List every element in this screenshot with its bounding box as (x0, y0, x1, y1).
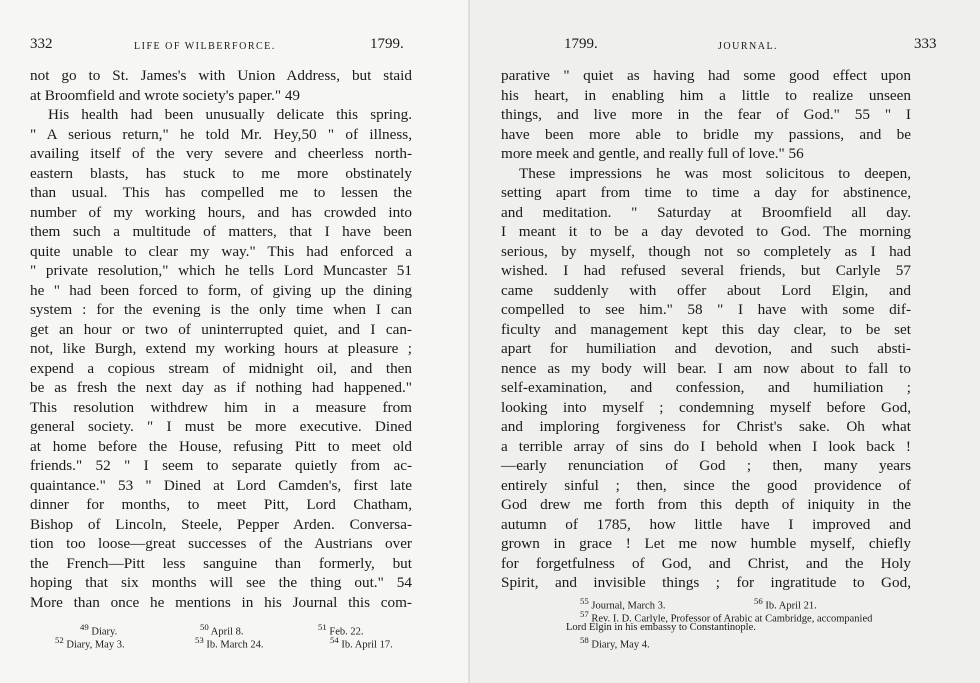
text-line: nence as my body will bear. I am now about to fall to (501, 359, 911, 377)
text-line: came suddenly with offer about Lord Elgin, and (501, 281, 911, 299)
text-line: This resolution withdrew him in a measure from (30, 398, 412, 416)
text-line: a terrible array of sins do I behold when I look back ! (501, 437, 911, 455)
text-line: not, like Burgh, extend my working hours at pleasure ; (30, 340, 412, 357)
text-line: eastern blasts, has stuck to me more obstinately (30, 164, 412, 182)
footnote: $^{58}$ Diary, May 4. (580, 635, 650, 651)
text-line: —early renunciation of God ; then, many years (501, 457, 911, 474)
text-line: " private resolution," which he tells Lord Muncaster 51 (30, 262, 412, 279)
text-line: self-examination, and confession, and humiliation ; (501, 379, 911, 396)
running-head: JOURNAL. (718, 41, 779, 52)
left-page (0, 0, 470, 683)
text-line: not go to St. James's with Union Address, but staid (30, 67, 412, 84)
text-line: ficulty and management kept this day clear, to be set (501, 320, 911, 338)
text-line: These impressions he was most solicitous to deepen, (519, 164, 911, 182)
right-page (470, 0, 980, 683)
text-line: have been more able to bridle my passions, and be (501, 125, 911, 143)
text-line: " A serious return," he told Mr. Hey,50 " of illness, (30, 125, 412, 143)
text-line: at Broomfield and wrote society's paper." 49 (30, 86, 301, 104)
text-line: autumn of 1785, how little have I improved and (501, 515, 911, 533)
text-line: for forgetfulness of God, and Christ, and the Holy (501, 554, 911, 572)
year-heading: 1799. (370, 36, 404, 52)
footnote: $^{52}$ Diary, May 3. (55, 635, 125, 651)
footnote: $^{49}$ Diary. (80, 622, 118, 638)
footnote: Lord Elgin in his embassy to Constantinople. (566, 622, 756, 633)
text-line: be as fresh the next day as if nothing had happened." (30, 379, 412, 396)
text-line: his heart, in enabling him a little to realize unseen (501, 86, 911, 104)
footnote: $^{53}$ Ib. March 24. (195, 635, 264, 651)
text-line: God drew me forth from this depth of iniquity in the (501, 496, 911, 513)
text-line: number of my working hours, and has crowded into (30, 203, 412, 221)
text-line: apart for humiliation and devotion, and such absti- (501, 340, 911, 357)
text-line: dinner for months, to meet Pitt, Lord Chatham, (30, 496, 412, 513)
text-line: at home before the House, refusing Pitt to meet old (30, 437, 412, 455)
text-line: get an hour or two of uninterrupted quiet, and I can- (30, 320, 412, 338)
running-head: LIFE OF WILBERFORCE. (134, 41, 276, 52)
text-line: His health had been unusually delicate this spring. (48, 106, 412, 123)
text-line: them such a multitude of matters, that I have been (30, 223, 412, 240)
text-line: more meek and gentle, and really full of love." 56 (501, 145, 804, 162)
text-line: and imploring forgiveness for Christ's sake. Oh what (501, 418, 911, 435)
text-line: friends." 52 " I seem to separate quietly from ac- (30, 457, 412, 474)
text-line: I meant it to be a day devoted to God. The morning (501, 223, 911, 240)
footnote: $^{55}$ Journal, March 3. (580, 596, 666, 612)
text-line: quite unable to clear my way." This had enforced a (30, 242, 412, 260)
footnote: $^{56}$ Ib. April 21. (754, 596, 817, 612)
text-line: the French—Pitt less sanguine than formerly, but (30, 554, 412, 572)
footnote: $^{50}$ April 8. (200, 622, 244, 638)
body-text (30, 66, 412, 612)
text-line: than usual. This has compelled me to lessen the (30, 184, 412, 201)
text-line: general society. " I must be more executive. Dined (30, 418, 412, 435)
page-number: 333 (914, 36, 937, 52)
text-line: More than once he mentions in his Journal this com- (30, 593, 412, 611)
text-line: compelled to see him." 58 " I have with some dif- (501, 301, 911, 318)
text-line: serious, by myself, though not so completely as I had (501, 242, 911, 260)
text-line: quaintance." 53 " Dined at Lord Camden's, first late (30, 476, 412, 494)
text-line: Bishop of Lincoln, Steele, Pepper Arden. Conversa- (30, 515, 412, 533)
text-line: and meditation. " Saturday at Broomfield all day. (501, 203, 911, 221)
text-line: wished. I had refused several friends, but Carlyle 57 (501, 262, 911, 279)
footnote: $^{54}$ Ib. April 17. (330, 635, 393, 651)
year-heading: 1799. (564, 36, 598, 52)
footnote: $^{57}$ Rev. I. D. Carlyle, Professor of Arabic at Cambridge, accompanied (580, 609, 873, 625)
text-line: Spirit, and invisible things ; for ingratitude to God, (501, 574, 911, 591)
text-line: availing itself of the very severe and cheerless north- (30, 145, 412, 162)
body-text (501, 66, 911, 593)
footnote: $^{51}$ Feb. 22. (318, 622, 364, 638)
text-line: entirely sinful ; then, since the good providence of (501, 476, 911, 494)
text-line: grown in grace ! Let me now humble myself, chiefly (501, 535, 911, 552)
text-line: expend a copious stream of midnight oil, and then (30, 359, 412, 377)
text-line: parative " quiet as having had some good effect upon (501, 67, 911, 84)
text-line: looking into myself ; condemning myself before God, (501, 398, 911, 416)
text-line: tion too loose—great successes of the Austrians over (30, 535, 412, 552)
text-line: setting apart from time to time a day for abstinence, (501, 184, 911, 201)
text-line: things, and live more in the fear of God." 55 " I (501, 106, 911, 123)
text-line: he " had been forced to form, of giving up the dining (30, 281, 412, 299)
text-line: hoping that six months will see the thing out." 54 (30, 574, 412, 591)
text-line: system : for the evening is the only time when I can (30, 301, 412, 318)
page-number: 332 (30, 36, 53, 52)
